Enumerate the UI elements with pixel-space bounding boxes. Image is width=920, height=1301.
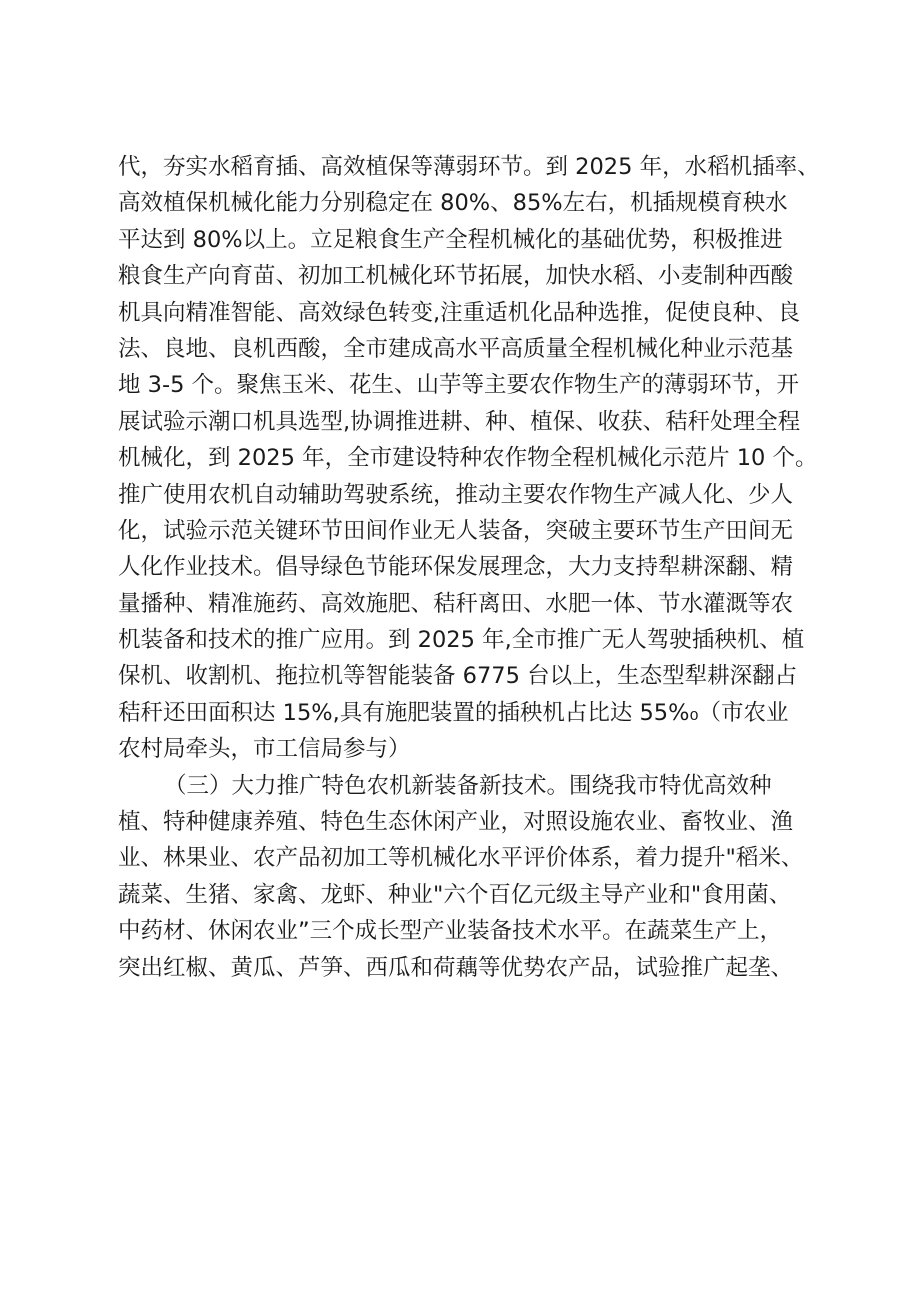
text-line: 人化作业技术。倡导绿色节能环保发展理念，大力支持犁耕深翻、精: [118, 554, 794, 581]
text-line: 化，试验示范关键环节田间作业无人装备，突破主要环节生产田间无: [118, 517, 794, 544]
text-line: 展试验示潮口机具选型,协调推进耕、种、植保、收获、秸秆处理全程: [118, 408, 801, 435]
text-line: 秸秆还田面积达 15%,具有施肥装置的插秧机占比达 55%₀（市农业: [118, 699, 789, 726]
text-line: 机械化，到 2025 年，全市建设特种农作物全程机械化示范片 10 个。: [118, 445, 818, 472]
text-line: 高效植保机械化能力分别稳定在 80%、85%左右，机插规模育秧水: [118, 190, 788, 217]
text-line: 机具向精准智能、高效绿色转变,注重适机化品种选推，促使良种、良: [118, 299, 801, 326]
text-line: 粮食生产向育苗、初加工机械化环节拓展，加快水稻、小麦制种西酸: [118, 263, 794, 290]
text-line: 蔬菜、生猪、家禽、龙虾、种业"六个百亿元级主导产业和"食用菌、: [118, 881, 792, 908]
text-line: 代，夯实水稻育插、高效植保等薄弱环节。到 2025 年，水稻机插率、: [118, 154, 820, 180]
text-line: 保机、收割机、拖拉机等智能装备 6775 台以上，生态型犁耕深翻占: [118, 663, 798, 690]
text-line: 业、林果业、农产品初加工等机械化水平评价体系，着力提升"稻米、: [118, 845, 804, 872]
section-heading-line: （三）大力推广特色农机新装备新技术。围绕我市特优高效种: [164, 772, 772, 799]
text-line: 量播种、精准施药、高效施肥、秸秆离田、水肥一体、节水灌溉等农: [118, 590, 794, 617]
text-line: 推广使用农机自动辅助驾驶系统，推动主要农作物生产减人化、少人: [118, 481, 794, 508]
text-line: 中药材、休闲农业”三个成长型产业装备技术水平。在蔬菜生产上，: [118, 918, 783, 945]
text-line: 农村局牵头，市工信局参与）: [118, 736, 411, 763]
text-line: 机装备和技术的推广应用。到 2025 年,全市推广无人驾驶插秧机、植: [118, 627, 805, 654]
text-line: 植、特种健康养殖、特色生态休闲产业，对照设施农业、畜牧业、渔: [118, 809, 794, 836]
document-body: [118, 149, 830, 986]
text-line: 法、良地、良机西酸，全市建成高水平高质量全程机械化种业示范基: [118, 335, 794, 362]
text-line: 突出红椒、黄瓜、芦笋、西瓜和荷藕等优势农产品，试验推广起垄、: [118, 954, 794, 981]
text-line: 平达到 80%以上。立足粮食生产全程机械化的基础优势，积极推进: [118, 226, 783, 253]
text-line: 地 3-5 个。聚焦玉米、花生、山芋等主要农作物生产的薄弱环节，开: [118, 372, 800, 399]
